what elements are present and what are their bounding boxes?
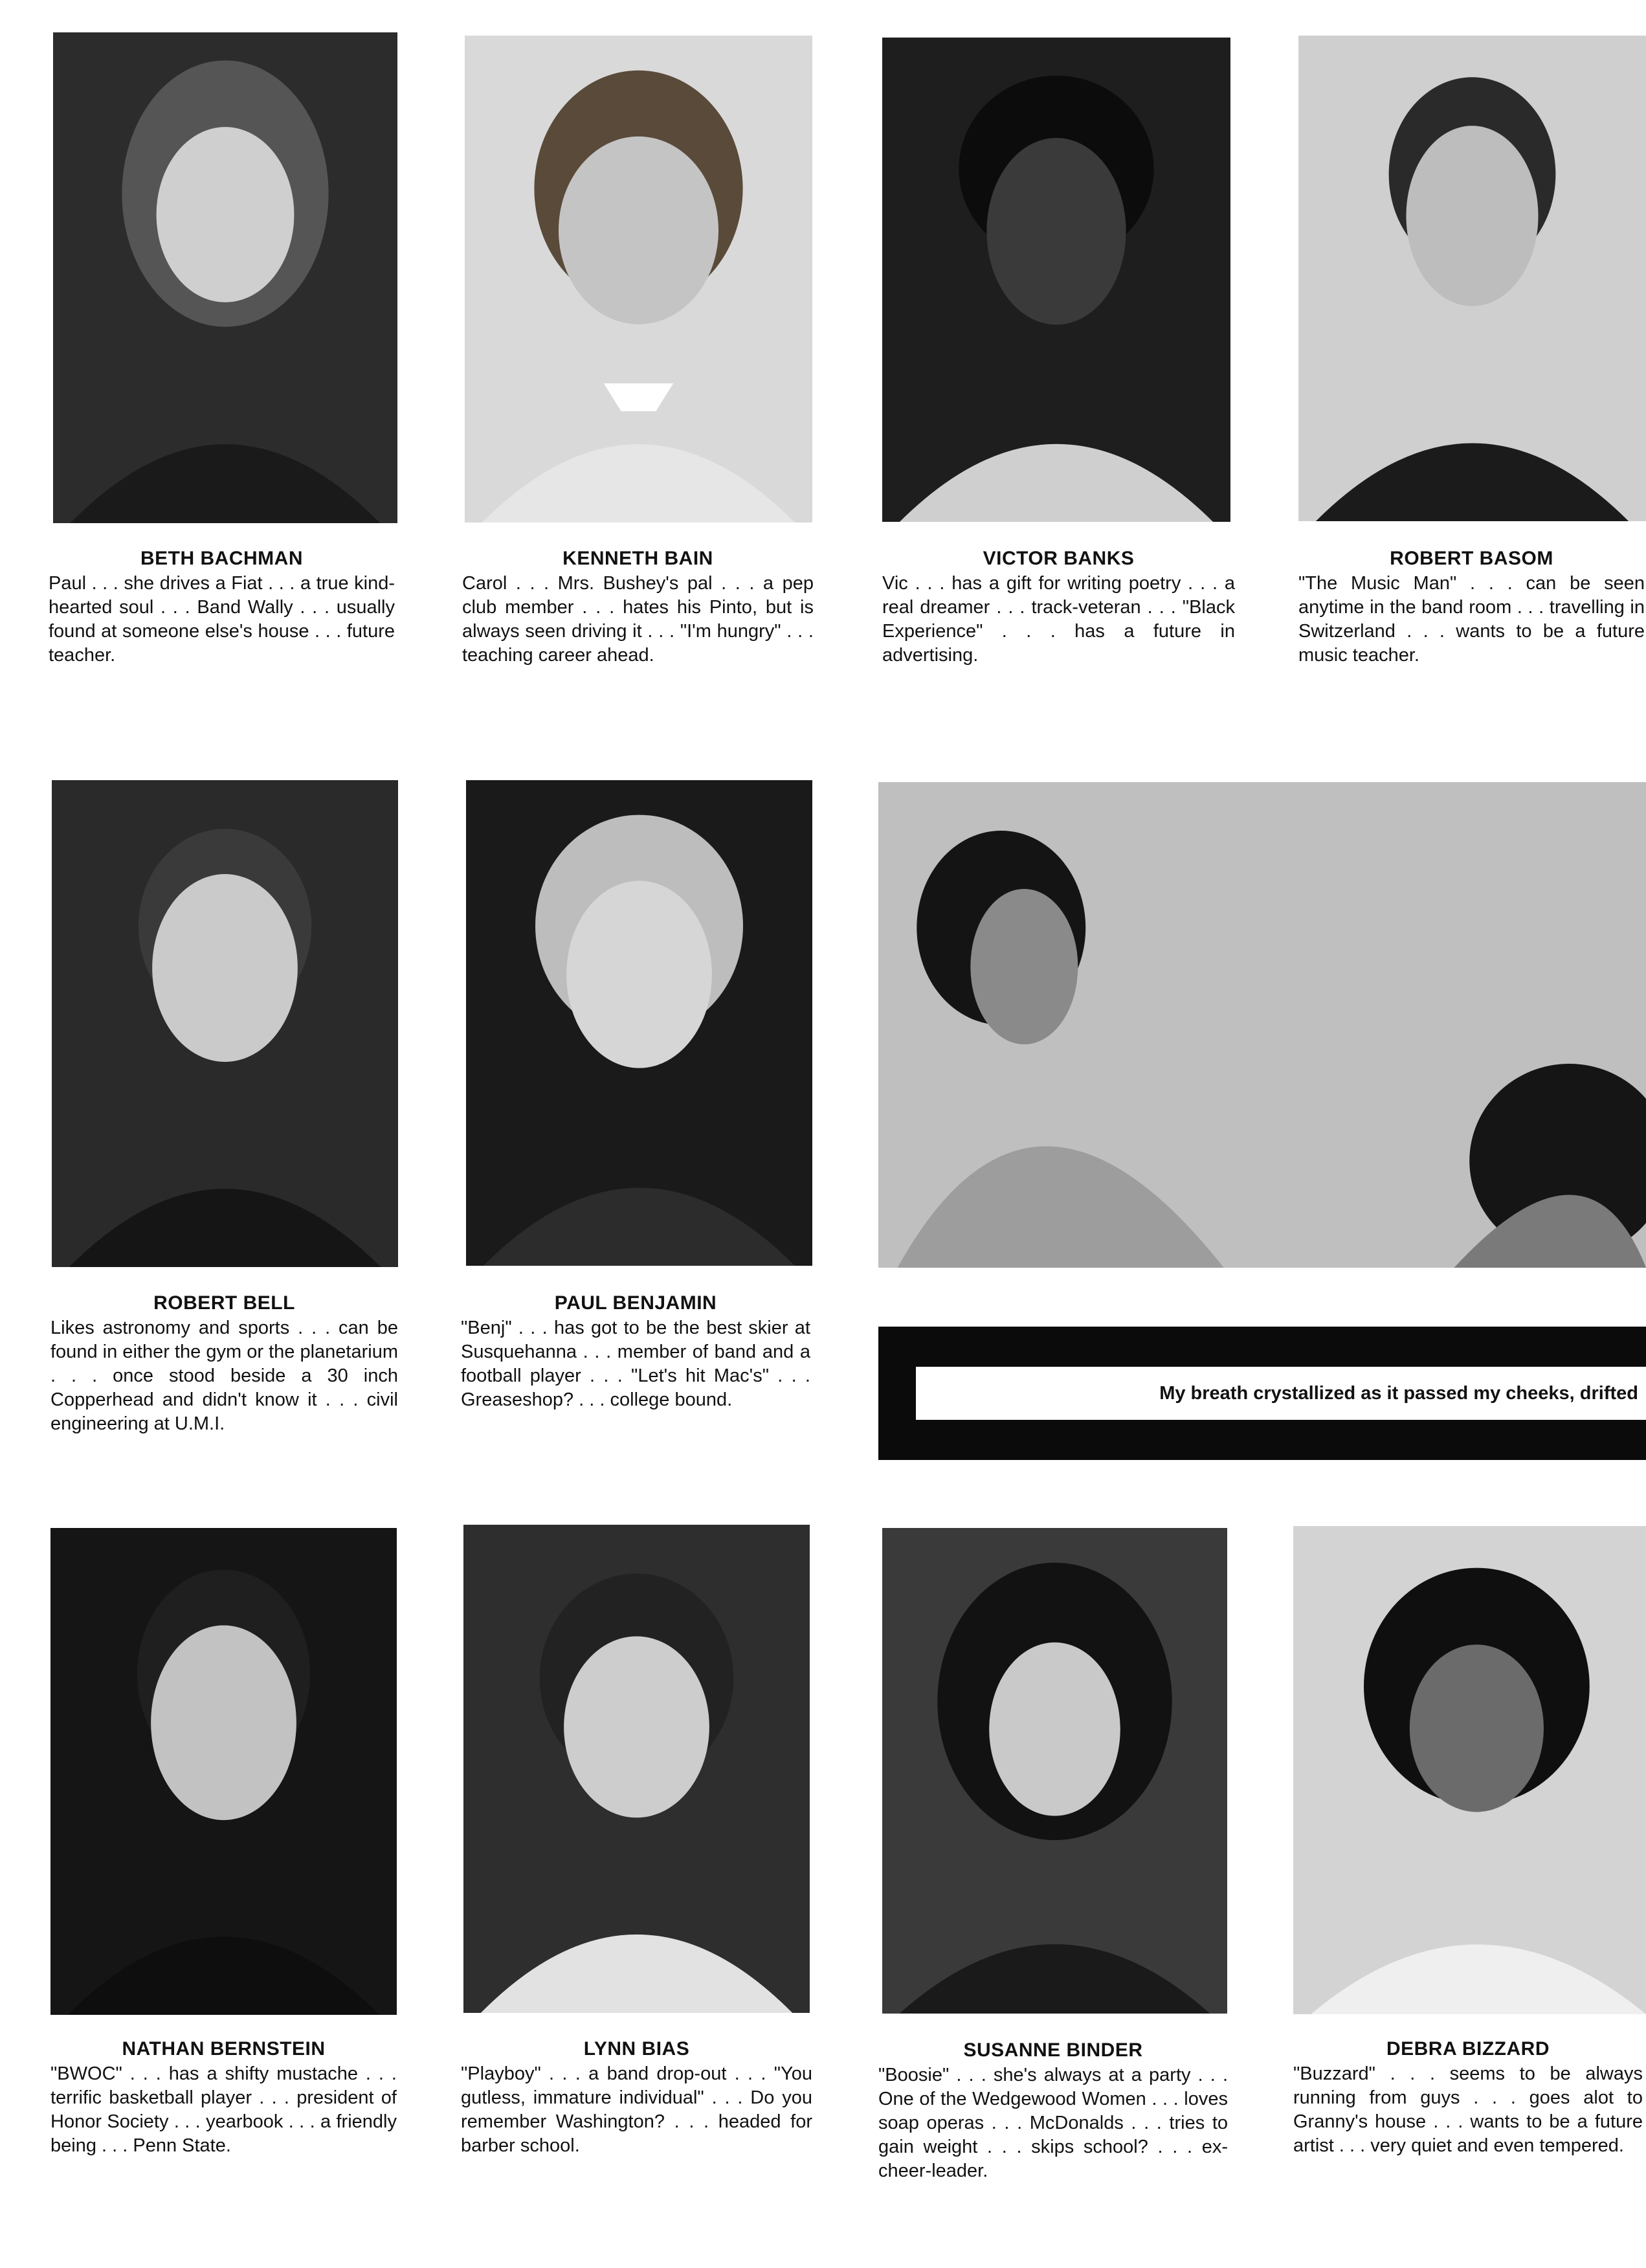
- student-entry: [50, 1292, 398, 1436]
- student-bio: Paul . . . she drives a Fiat . . . a true kind-hearted soul . . . Band Wally . . . usually found at someone else's house . . . future teacher.: [49, 573, 395, 666]
- student-name: ROBERT BELL: [153, 1292, 295, 1314]
- student-name: NATHAN BERNSTEIN: [122, 2038, 326, 2060]
- caption-bar: [878, 1327, 1646, 1460]
- student-name: SUSANNE BINDER: [963, 2039, 1143, 2061]
- student-entry: [461, 1292, 810, 1412]
- student-entry: [1293, 2038, 1643, 2158]
- student-name: BETH BACHMAN: [140, 548, 303, 569]
- caption-text: My breath crystallized as it passed my cheeks, drifted: [1159, 1382, 1638, 1404]
- student-bio: "Boosie" . . . she's always at a party . . . One of the Wedgewood Women . . . loves soap operas . . . McDonalds . . . tries to gain weight . . . skips school? . . . ex-cheer-leader.: [878, 2065, 1228, 2181]
- student-bio: "The Music Man" . . . can be seen anytime in the band room . . . travelling in Switzerland . . . wants to be a future music teacher.: [1298, 573, 1645, 666]
- student-entry: [461, 2038, 812, 2158]
- portrait-photo: [463, 1525, 810, 2013]
- student-entry: [878, 2039, 1228, 2183]
- student-bio: "BWOC" . . . has a shifty mustache . . . terrific basketball player . . . president of Honor Society . . . yearbook . . . a friendly being . . . Penn State.: [50, 2063, 397, 2156]
- student-entry: [50, 2038, 397, 2158]
- portrait-photo: [882, 38, 1230, 522]
- student-entry: [462, 548, 814, 668]
- portrait-photo: [50, 1528, 397, 2015]
- student-entry: [882, 548, 1235, 668]
- student-bio: "Buzzard" . . . seems to be always running from guys . . . goes alot to Granny's house . . . wants to be a future artist . . . very quiet and even tempered.: [1293, 2063, 1643, 2156]
- candid-photo: [878, 782, 1646, 1268]
- student-bio: Vic . . . has a gift for writing poetry . . . a real dreamer . . . track-veteran . . . "Black Experience" . . . has a future in advertising.: [882, 573, 1235, 666]
- portrait-photo: [882, 1528, 1227, 2014]
- student-bio: Likes astronomy and sports . . . can be found in either the gym or the planetarium . . . once stood beside a 30 inch Copperhead and didn't know it . . . civil engineering at U.M.I.: [50, 1318, 398, 1434]
- portrait-photo: [52, 780, 398, 1267]
- portrait-photo: [1293, 1526, 1646, 2014]
- portrait-photo: [53, 32, 397, 523]
- student-name: PAUL BENJAMIN: [554, 1292, 717, 1314]
- portrait-photo: [1298, 36, 1646, 521]
- student-name: LYNN BIAS: [583, 2038, 690, 2060]
- student-name: VICTOR BANKS: [983, 548, 1135, 569]
- portrait-photo: [466, 780, 812, 1266]
- caption-box: [916, 1367, 1646, 1420]
- student-entry: [49, 548, 395, 668]
- student-name: ROBERT BASOM: [1390, 548, 1553, 569]
- portrait-photo: [465, 36, 812, 522]
- student-bio: "Playboy" . . . a band drop-out . . . "You gutless, immature individual" . . . Do you remember Washington? . . . headed for barber school.: [461, 2063, 812, 2156]
- student-name: KENNETH BAIN: [562, 548, 713, 569]
- student-bio: Carol . . . Mrs. Bushey's pal . . . a pep club member . . . hates his Pinto, but is always seen driving it . . . "I'm hungry" . . . teaching career ahead.: [462, 573, 814, 666]
- student-name: DEBRA BIZZARD: [1386, 2038, 1550, 2060]
- student-entry: [1298, 548, 1645, 668]
- student-bio: "Benj" . . . has got to be the best skier at Susquehanna . . . member of band and a football player . . . "Let's hit Mac's" . . . Greaseshop? . . . college bound.: [461, 1318, 810, 1410]
